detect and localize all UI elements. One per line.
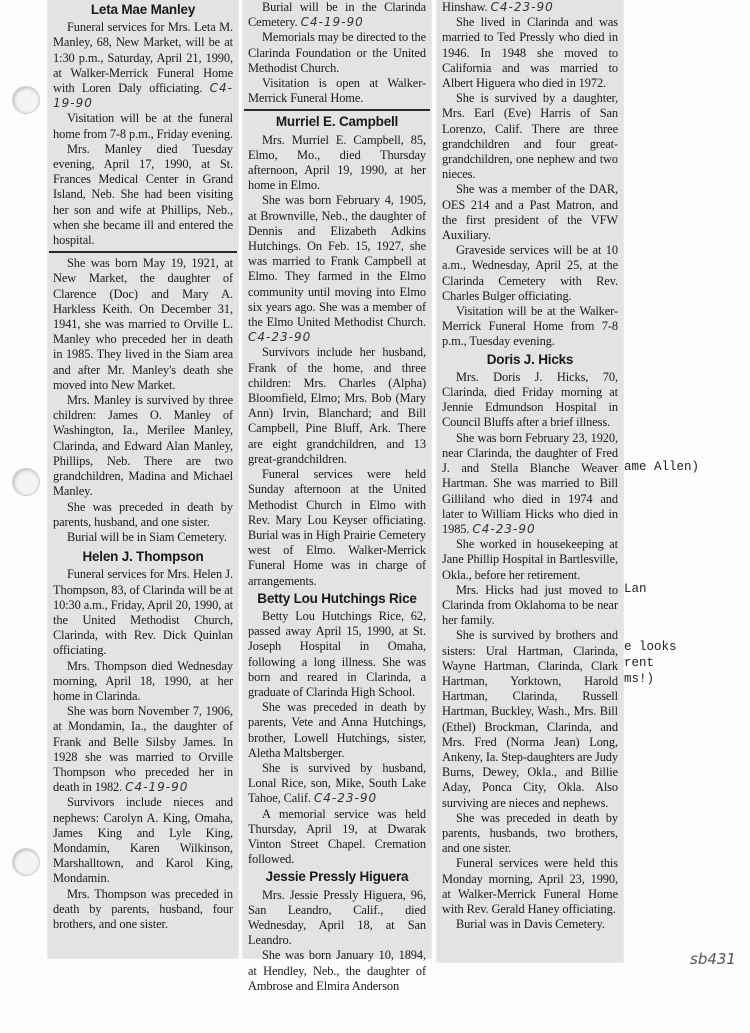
paragraph: She was preceded in death by parents, Vete and Anna Hutchings, brother, Lowell Hutchings, sister, Aletha Maltsberger. — [248, 700, 426, 760]
paragraph: She worked in housekeeping at Jane Phillip Hospital in Bartlesville, Okla., before her retirement. — [442, 537, 618, 582]
obituary-helen-j-thompson — [53, 549, 233, 932]
paragraph: Funeral services for Mrs. Helen J. Thompson, 83, of Clarinda will be at 10:30 a.m., Friday, April 20, 1990, at the United Methodist Church, Clarinda, with Rev. Dick Quinlan officiating. — [53, 567, 233, 658]
handwritten-date-stamp: C4-23-90 — [490, 0, 554, 14]
handwritten-date-stamp: C4-19-90 — [125, 780, 189, 795]
obituary-heading: Leta Mae Manley — [90, 2, 196, 17]
obituary-heading: Helen J. Thompson — [82, 549, 204, 565]
paragraph: Burial was in Davis Cemetery. — [456, 917, 605, 932]
typed-fragment: Lan — [624, 582, 647, 596]
paragraph: She was born November 7, 1906, at Mondamin, Ia., the daughter of Frank and Belle Silsby James. In 1928 she was married to Orville Thompson who preceded her in death in 1982. C4-19-90 — [53, 704, 233, 795]
paragraph: She was preceded in death by parents, husbands, two brothers, and one sister. — [442, 810, 618, 856]
paragraph: Mrs. Thompson died Wednesday morning, April 18, 1990, at her home in Clarinda. — [53, 658, 233, 703]
handwritten-date-stamp: C4-23-90 — [313, 791, 378, 806]
paragraph: Mrs. Manley is survived by three children: James O. Manley of Washington, Ia., Merilee Manley, Clarinda, and Edward Alan Manley, Phillips, Neb. There are two grandchildren, Madina and Michael Manley. — [53, 393, 233, 499]
paragraph: Visitation will be at the Walker-Merrick Funeral Home from 7-8 p.m., Tuesday evening. — [442, 304, 618, 349]
handwritten-date-stamp: C4-19-90 — [300, 15, 364, 30]
column-divider — [49, 251, 237, 253]
paragraph: Burial will be in Siam Cemetery. — [67, 529, 227, 544]
paragraph: Graveside services will be at 10 a.m., Wednesday, April 25, at the Clarinda Cemetery with Rev. Charles Bulger officiating. — [442, 243, 618, 303]
obituary-heading: Betty Lou Hutchings Rice — [257, 590, 417, 606]
paragraph: Visitation is open at Walker-Merrick Funeral Home. — [248, 76, 426, 106]
paragraph: Burial will be in the Clarinda Cemetery. C4-19-90 — [248, 0, 426, 30]
obituary-leta-mae-manley — [53, 2, 233, 545]
paragraph: She was a member of the DAR, OES 214 and a Past Matron, and the first president of the VFW Auxiliary. — [442, 182, 618, 243]
paragraph: Mrs. Doris J. Hicks, 70, Clarinda, died Friday morning at Jennie Edmundson Hospital in Council Bluffs after a brief illness. — [442, 369, 618, 430]
paragraph: She is survived by husband, Lonal Rice, son, Mike, South Lake Tahoe, Calif. C4-23-90 — [248, 760, 426, 806]
handwritten-date-stamp: C4-23-90 — [472, 521, 536, 536]
paragraph: Survivors include her husband, Frank of the home, and three children: Mrs. Charles (Alpha) Bloomfield, Elmo; Mrs. Bob (Mary Ann) Irvin, Blanchard; and Bill Campbell, Pine Bluff, Ark. There are eight grandchildren, and 13 great-grandchildren. — [248, 345, 426, 466]
obituary-jessie-pressly-higuera — [248, 869, 426, 994]
obituary-heading: Murriel E. Campbell — [275, 114, 399, 130]
paragraph: She was born February 23, 1920, near Clarinda, the daughter of Fred J. and Stella Blanche Weaver Hartman. She was married to Bill Gilliland who died in 1974 and later to William Hicks who died in 1985. C4-23-90 — [442, 430, 618, 536]
clipping-column-2 — [243, 0, 431, 993]
obituary-heading: Jessie Pressly Higuera — [265, 869, 409, 885]
column-divider — [244, 109, 430, 111]
handwritten-date-stamp: C4-23-90 — [248, 330, 312, 345]
paragraph: Survivors include nieces and nephews: Carolyn A. King, Omaha, James King and Lyle King, Mondamin, Karen Wilkinson, Marshalltown, and Karol King, Mondamin. — [53, 795, 233, 886]
binder-hole-top — [12, 86, 40, 114]
paragraph: She was born February 4, 1905, at Brownville, Neb., the daughter of Dennis and Elizabeth Adkins Hutchings. On Feb. 15, 1927, she was married to Frank Campbell at Elmo. They farmed in the Elmo community until moving into Elmo six years ago. She was a member of the Elmo United Methodist Church. C4-23-90 — [248, 193, 426, 345]
clipping-column-3 — [437, 0, 623, 962]
paragraph: She was born January 10, 1894, at Hendley, Neb., the daughter of Ambrose and Elmira Anderson — [248, 948, 426, 993]
typed-fragment: ame Allen) — [624, 460, 700, 474]
paragraph: Mrs. Hicks had just moved to Clarinda from Oklahoma to be near her family. — [442, 582, 618, 628]
typed-fragment: ms!) — [624, 672, 655, 686]
paragraph: She was born May 19, 1921, at New Market, the daughter of Clarence (Doc) and Mary A. Harkless Keith. On December 31, 1941, she was married to Orville L. Manley who preceded her in death in 1985. They lived in the Siam area and after Mr. Manley's death she moved into New Market. — [53, 256, 233, 392]
obituary-continuation-higuera — [442, 0, 618, 350]
typed-fragment: e looks — [624, 640, 677, 654]
typed-fragment: rent — [624, 656, 655, 670]
paragraph: Betty Lou Hutchings Rice, 62, passed away April 15, 1990, at St. Joseph Hospital in Omaha, following a long illness. She was born and reared in Clarinda, a graduate of Clarinda High School. — [248, 608, 426, 699]
binder-hole-middle — [12, 468, 40, 496]
paragraph: Mrs. Thompson was preceded in death by parents, husband, four brothers, and one sister. — [53, 886, 233, 931]
paragraph: Mrs. Jessie Pressly Higuera, 96, San Leandro, Calif., died Wednesday, April 18, at San Leandro. — [248, 887, 426, 948]
clipping-column-1 — [48, 0, 238, 958]
obituary-betty-lou-hutchings-rice — [248, 591, 426, 868]
obituary-heading: Doris J. Hicks — [486, 351, 574, 367]
paragraph: A memorial service was held Thursday, April 19, at Dwarak Vinton Street Chapel. Cremation followed. — [248, 806, 426, 867]
paragraph: Hinshaw. C4-23-90 — [442, 0, 554, 14]
paragraph: She lived in Clarinda and was married to Ted Pressly who died in 1946. In 1948 she moved to California and was married to Albert Higuera who died in 1972. — [442, 15, 618, 91]
paragraph: Funeral services were held Sunday afternoon at the United Methodist Church in Elmo with Rev. Mary Lou Keyser officiating. Burial was in High Prairie Cemetery west of Elmo. Walker-Merrick Funeral Home was in charge of arrangements. — [248, 467, 426, 588]
paragraph: She is survived by brothers and sisters: Ural Hartman, Clarinda, Wayne Hartman, Clarinda, Clark Hartman, Yorktown, Harold Hartman, Clarinda, Russell Hartman, Buckley, Wash., Mrs. Bill (Ethel) Brockman, Clarinda, and Mrs. Fred (Norma Jean) Long, Ankeny, Ia. Step-daughters are Judy Burns, Dewey, Okla., and Billie Aday, Ponca City, Okla. Also surviving are nieces and nephews. — [442, 628, 618, 810]
paragraph: Funeral services for Mrs. Leta M. Manley, 68, New Market, will be at 1:30 p.m., Saturday, April 21, 1990, at Walker-Merrick Funeral Home with Loren Daly officiating. C4-19-90 — [53, 20, 233, 111]
page-reference-number: sb431 — [690, 950, 736, 968]
binder-hole-bottom — [12, 848, 40, 876]
paragraph: Mrs. Manley died Tuesday evening, April 17, 1990, at St. Frances Medical Center in Grand Island, Neb. She had been visiting her son and wife at Phillips, Neb., when she became ill and entered the hospital. — [53, 141, 233, 248]
paragraph: Mrs. Murriel E. Campbell, 85, Elmo, Mo., died Thursday afternoon, April 19, 1990, at her home in Elmo. — [248, 132, 426, 193]
paragraph: She was preceded in death by parents, husband, and one sister. — [53, 499, 233, 529]
paragraph: Memorials may be directed to the Clarinda Foundation or the United Methodist Church. — [248, 30, 426, 75]
obituary-doris-j-hicks — [442, 352, 618, 933]
paragraph: Visitation will be at the funeral home from 7-8 p.m., Friday evening. — [53, 111, 233, 141]
handwritten-date-stamp: C4-19-90 — [53, 81, 233, 111]
obituary-continuation-thompson — [248, 0, 426, 106]
paragraph: Funeral services were held this Monday morning, April 23, 1990, at Walker-Merrick Funeral Home with Rev. Gerald Haney officiating. — [442, 856, 618, 916]
obituary-murriel-e-campbell — [248, 114, 426, 588]
paragraph: She is survived by a daughter, Mrs. Earl (Eve) Harris of San Lorenzo, Calif. There are three grandchildren and four great-grandchildren, one nephew and two nieces. — [442, 91, 618, 182]
